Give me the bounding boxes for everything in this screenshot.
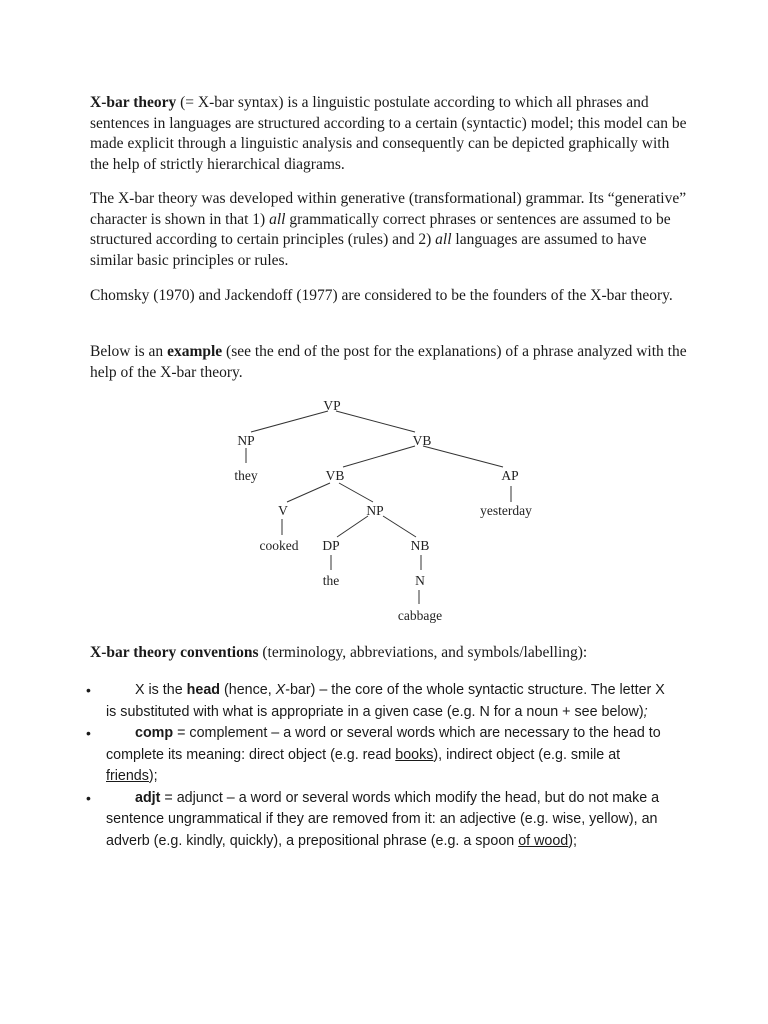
example-of-wood: of wood xyxy=(518,832,569,849)
node-cabbage: cabbage xyxy=(397,608,443,623)
node-ap: AP xyxy=(501,468,519,483)
generative-paragraph xyxy=(90,189,690,271)
emphasis-all-2: all xyxy=(435,231,452,248)
emphasis-all-1: all xyxy=(269,210,286,228)
bullet-icon: • xyxy=(86,789,91,806)
edge-vb-v xyxy=(287,483,330,502)
list-item-comp xyxy=(0,723,666,788)
edge-vb-vb xyxy=(343,446,415,467)
intro-paragraph xyxy=(90,93,690,175)
conventions-title: X-bar theory conventions xyxy=(90,644,259,661)
edge-np-dp xyxy=(337,516,368,537)
node-they: they xyxy=(234,468,258,483)
comp-text-b: ), indirect object (e.g. smile at xyxy=(433,746,621,763)
list-item-adjt xyxy=(0,788,666,853)
edge-vp-np xyxy=(251,411,328,432)
edge-vb-ap xyxy=(423,446,503,467)
node-np-2: NP xyxy=(366,503,384,518)
example-text-b: (see the end of the post for the explanations) of a phrase analyzed with the help of the X-bar theory. xyxy=(90,343,687,381)
term-x-bar-theory: X-bar theory xyxy=(90,94,177,111)
head-text-a: X is the xyxy=(135,682,187,698)
example-books: books xyxy=(395,746,434,763)
adjt-text-a: = adjunct – a word or several words which modify the head, but do not make a sentence ungrammatical if they are removed from it: an adjective (e.g. wise, yellow), an adverb (e.g. kindly, quickly), a prepositional phrase (e.g. a spoon xyxy=(106,789,660,849)
conventions-text: (terminology, abbreviations, and symbols/labelling): xyxy=(258,644,588,661)
conventions-list xyxy=(0,680,768,852)
conventions-heading xyxy=(90,643,690,664)
edge-vb-np xyxy=(339,483,373,502)
founders-paragraph: Chomsky (1970) and Jackendoff (1977) are considered to be the founders of the X-bar theory. xyxy=(90,287,673,304)
node-vb-2: VB xyxy=(325,468,345,483)
generative-text-a: The X-bar theory was developed within generative (transformational) grammar. Its “generative” character is shown in that 1) xyxy=(90,190,687,228)
example-paragraph xyxy=(90,342,690,383)
node-vp: VP xyxy=(323,398,341,413)
intro-text: (= X-bar syntax) is a linguistic postulate according to which all phrases and sentences in languages are structured according to a certain (syntactic) model; this model can be made explicit through a linguistic analysis and consequently can be depicted graphically with the help of strictly hierarchical diagrams. xyxy=(90,94,687,173)
term-x-italic: X xyxy=(275,682,286,698)
bullet-icon: • xyxy=(86,725,91,741)
term-comp: comp xyxy=(135,725,174,741)
node-np-1: NP xyxy=(237,433,255,448)
edge-np-nb xyxy=(383,516,416,537)
node-nb: NB xyxy=(410,538,430,553)
x-bar-tree-diagram xyxy=(215,392,555,628)
example-text-a: Below is an xyxy=(90,343,168,360)
adjt-text-b: ); xyxy=(568,832,577,849)
term-head: head xyxy=(186,682,221,698)
term-example: example xyxy=(167,343,223,360)
comp-text-a: = complement – a word or several words which are necessary to the head to complete its meaning: direct object (e.g. read xyxy=(106,725,661,763)
head-semicolon: ; xyxy=(643,703,648,720)
comp-text-c: ); xyxy=(148,768,158,784)
generative-text-c: languages are assumed to have similar basic principles or rules. xyxy=(90,231,647,269)
node-vb-1: VB xyxy=(412,433,432,448)
node-yesterday: yesterday xyxy=(480,503,532,518)
bullet-icon: • xyxy=(86,682,91,698)
edge-vp-vb xyxy=(336,411,415,432)
node-dp: DP xyxy=(322,538,340,553)
term-adjt: adjt xyxy=(135,789,161,806)
head-text-c: -bar) – the core of the whole syntactic structure. The letter X is substituted with what is appropriate in a given case (e.g. N for a noun + see below) xyxy=(106,682,665,720)
node-n: N xyxy=(415,573,425,588)
node-cooked: cooked xyxy=(259,538,299,553)
node-the: the xyxy=(322,573,340,588)
head-text-b: (hence, xyxy=(220,682,276,698)
example-friends: friends xyxy=(106,768,149,784)
list-item-head xyxy=(0,680,666,723)
node-v: V xyxy=(278,503,288,518)
generative-text-b: grammatically correct phrases or sentences are assumed to be structured according to certain principles (rules) and 2) xyxy=(90,210,671,248)
